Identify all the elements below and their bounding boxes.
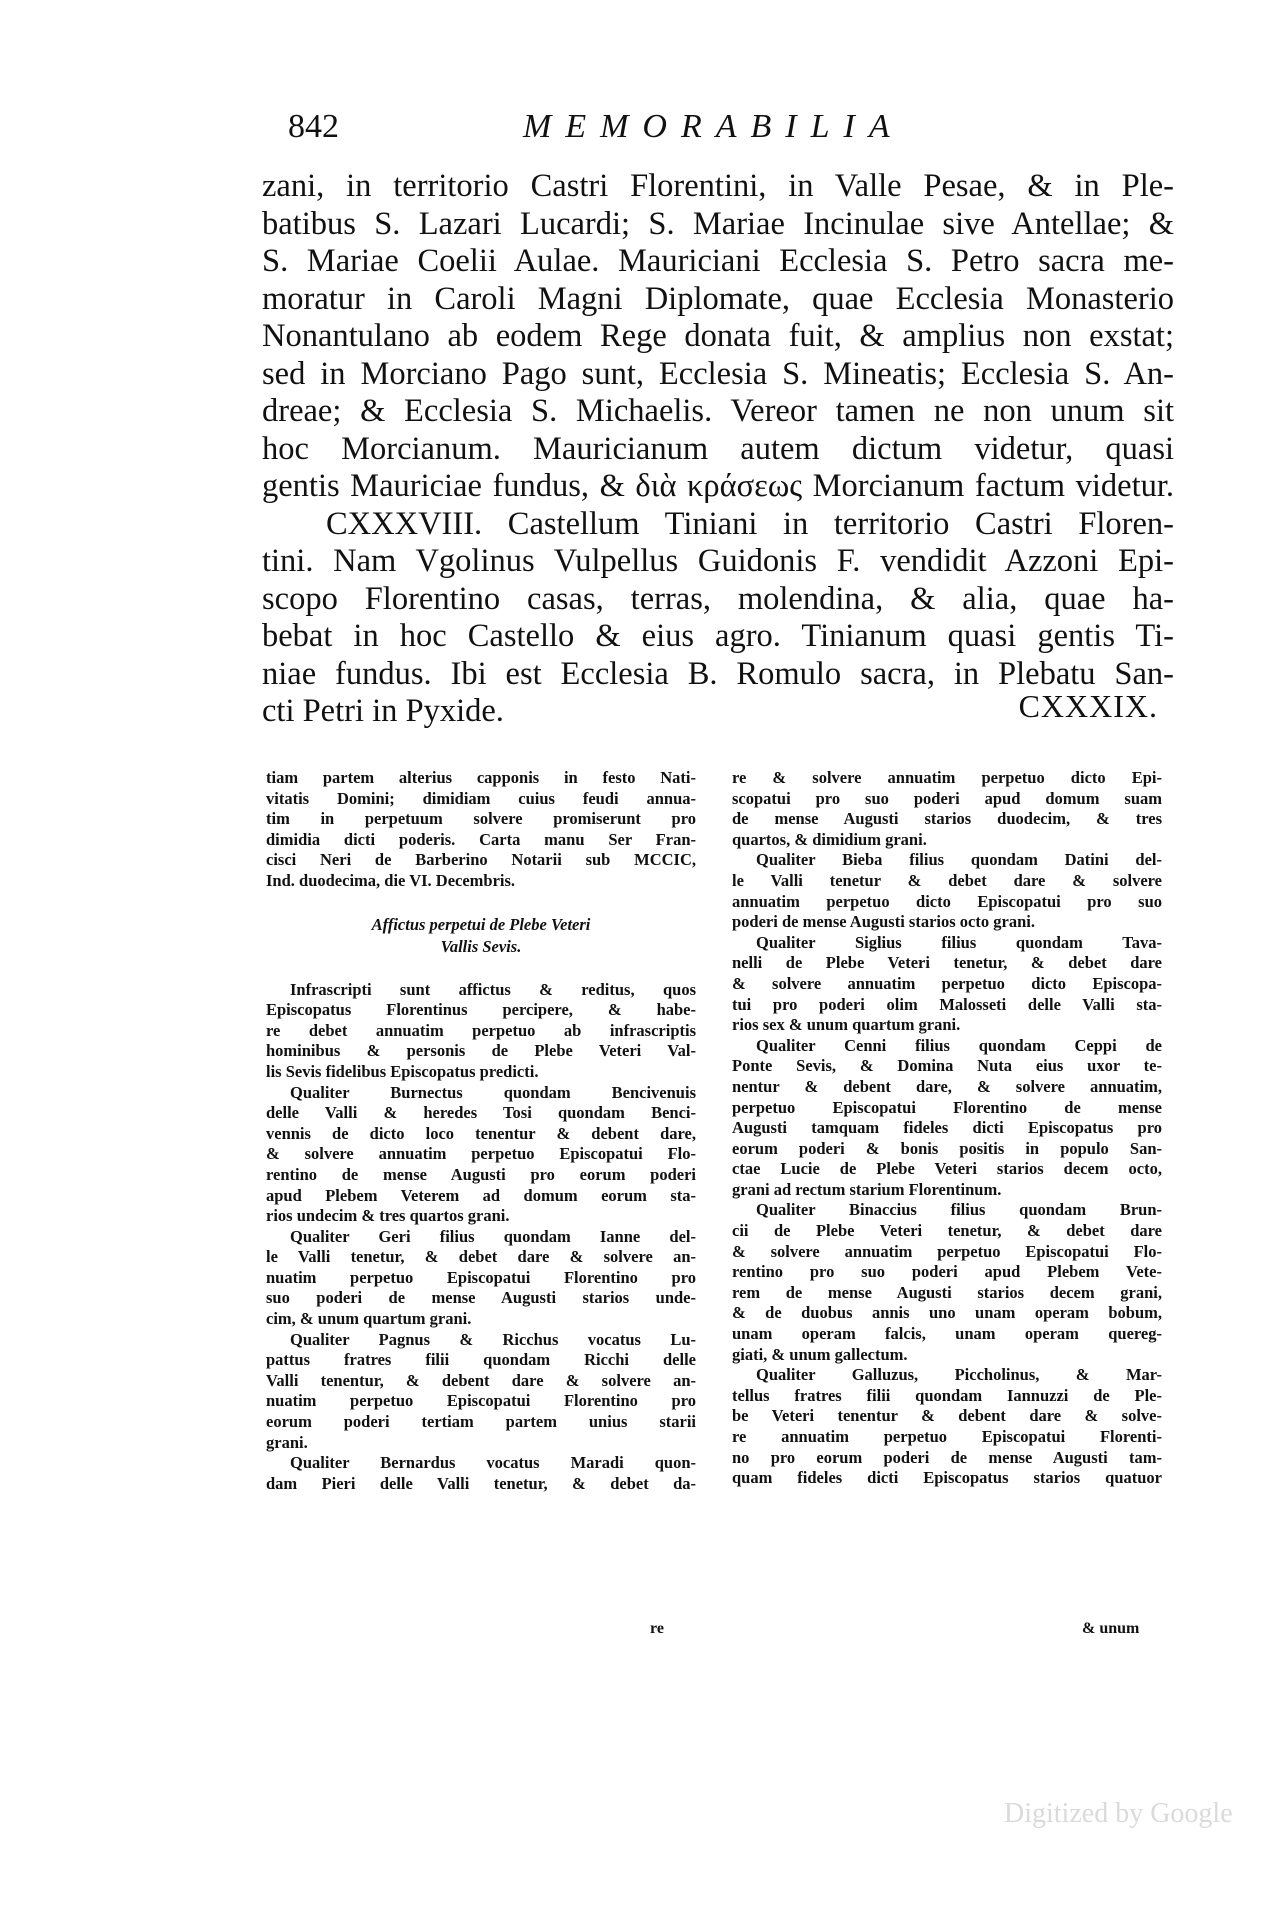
right-line: re & solvere annuatim perpetuo dicto Epi- [732, 768, 1162, 787]
google-watermark [1004, 1780, 1244, 1840]
right-line: Ponte Sevis, & Domina Nuta eius uxor te- [732, 1056, 1162, 1076]
right-line: annuatim perpetuo dicto Episcopatui pro suo [732, 891, 1162, 911]
right-line: Augusti tamquam fideles dicti Episcopatus pro [732, 1118, 1162, 1138]
left-line: Qualiter Bernardus vocatus Maradi quon- [290, 1453, 696, 1473]
page-header [288, 108, 1048, 152]
main-text-line: hoc Morcianum. Mauricianum autem dictum videtur, quasi [262, 430, 1174, 467]
main-text-line: moratur in Caroli Magni Diplomate, quae Ecclesia Monasterio [262, 280, 1174, 317]
main-text-line: dreae; & Ecclesia S. Michaelis. Vereor tamen ne non unum sit [262, 393, 1174, 429]
left-line: rentino de mense Augusti pro eorum poderi [266, 1164, 696, 1184]
right-line: Qualiter Bieba filius quondam Datini del- [756, 850, 1162, 870]
right-line: rentino pro suo poderi apud Plebem Vete- [732, 1262, 1162, 1282]
left-line: & solvere annuatim perpetuo Episcopatui Flo- [266, 1144, 696, 1164]
left-catchword: re [650, 1620, 664, 1637]
left-line: apud Plebem Veterem ad domum eorum sta- [266, 1185, 696, 1205]
footnote-column-left [266, 768, 696, 1494]
left-line: nuatim perpetuo Episcopatui Florentino pro [266, 1267, 696, 1287]
left-line: pattus fratres filii quondam Ricchi delle [266, 1350, 696, 1370]
left-line: Qualiter Pagnus & Ricchus vocatus Lu- [290, 1329, 696, 1349]
right-line: poderi de mense Augusti starios octo grani. [732, 912, 1035, 932]
right-line: be Veteri tenentur & debent dare & solve- [732, 1406, 1162, 1426]
right-line: le Valli tenetur & debet dare & solvere [732, 870, 1162, 890]
right-line: giati, & unum gallectum. [732, 1344, 908, 1364]
main-text-line: gentis Mauriciae fundus, & διὰ κράσεως Morcianum factum videtur. [262, 468, 1174, 504]
left-line: tim in perpetuum solvere promiserunt pro [266, 809, 696, 829]
left-line: eorum poderi tertiam partem unius starii [266, 1412, 696, 1432]
left-line: vitatis Domini; dimidiam cuius feudi annua- [266, 788, 696, 808]
right-line: quartos, & dimidium grani. [732, 829, 927, 849]
page-number: 842 [288, 108, 339, 145]
watermark-text: Digitized by Google [1004, 1798, 1233, 1829]
right-line: Qualiter Cenni filius quondam Ceppi de [756, 1035, 1162, 1055]
spacer [266, 892, 696, 914]
left-line: hominibus & personis de Plebe Veteri Val- [266, 1041, 696, 1061]
main-text-line: cti Petri in Pyxide. [262, 693, 504, 729]
left-line: dimidia dicti poderis. Carta manu Ser Fran- [266, 829, 696, 849]
right-line: grani ad rectum starium Florentinum. [732, 1179, 1002, 1199]
right-line: re annuatim perpetuo Episcopatui Florenti- [732, 1427, 1162, 1446]
left-line: cim, & unum quartum grani. [266, 1309, 472, 1329]
section-heading: Affictus perpetui de Plebe Veteri [371, 914, 591, 934]
section-cxxxviii-line: CXXXVIII. Castellum Tiniani in territorio Castri Floren- [326, 505, 1174, 542]
main-text-block [262, 168, 1174, 731]
left-line: vennis de dicto loco tenentur & debent dare, [266, 1123, 696, 1143]
running-title: MEMORABILIA [523, 108, 904, 145]
left-line: Valli tenentur, & debent dare & solvere an- [266, 1370, 696, 1390]
main-text-line: S. Mariae Coelii Aulae. Mauriciani Ecclesia S. Petro sacra me- [262, 243, 1174, 279]
left-line: tiam partem alterius capponis in festo Nati- [266, 768, 696, 787]
left-line: re debet annuatim perpetuo ab infrascriptis [266, 1020, 696, 1040]
right-line: nentur & debent dare, & solvere annuatim, [732, 1076, 1162, 1096]
main-text-line: batibus S. Lazari Lucardi; S. Mariae Incinulae sive Antellae; & [262, 205, 1174, 242]
right-line: rios sex & unum quartum grani. [732, 1015, 961, 1035]
left-line: le Valli tenetur, & debet dare & solvere an- [266, 1247, 696, 1267]
spacer [266, 958, 696, 980]
main-text-line: sed in Morciano Pago sunt, Ecclesia S. Mineatis; Ecclesia S. An- [262, 355, 1174, 392]
left-line: grani. [266, 1432, 308, 1452]
left-line: Qualiter Geri filius quondam Ianne del- [290, 1226, 696, 1246]
right-line: Qualiter Galluzus, Piccholinus, & Mar- [756, 1365, 1162, 1385]
right-line: scopatui pro suo poderi apud domum suam [732, 788, 1162, 808]
right-line: & solvere annuatim perpetuo Episcopatui Flo- [732, 1241, 1162, 1261]
footnote-column-right [732, 768, 1162, 1489]
right-line: rem de mense Augusti starios decem grani, [732, 1282, 1162, 1302]
right-line: quam fideles dicti Episcopatus starios quatuor [732, 1468, 1162, 1488]
right-line: cii de Plebe Veteri tenetur, & debet dare [732, 1221, 1162, 1241]
main-text-line: niae fundus. Ibi est Ecclesia B. Romulo sacra, in Plebatu San- [262, 655, 1174, 692]
left-line: dam Pieri delle Valli tenetur, & debet da- [266, 1473, 696, 1493]
right-line: no pro eorum poderi de mense Augusti tam- [732, 1447, 1162, 1467]
right-line: eorum poderi & bonis positis in populo San- [732, 1138, 1162, 1158]
right-catchword: & unum [1082, 1620, 1140, 1637]
left-line: cisci Neri de Barberino Notarii sub MCCIC, [266, 850, 696, 870]
main-text-line: zani, in territorio Castri Florentini, in Valle Pesae, & in Ple- [262, 168, 1174, 204]
right-line: nelli de Plebe Veteri tenetur, & debet dare [732, 953, 1162, 973]
right-line: tui pro poderi olim Malosseti delle Valli sta- [732, 994, 1162, 1014]
section-heading: Vallis Sevis. [440, 936, 522, 956]
main-text-line: Nonantulano ab eodem Rege donata fuit, & amplius non exstat; [262, 318, 1174, 354]
left-line: rios undecim & tres quartos grani. [266, 1206, 510, 1226]
left-line: delle Valli & heredes Tosi quondam Benci- [266, 1103, 696, 1123]
right-line: de mense Augusti starios duodecim, & tres [732, 809, 1162, 829]
right-line: unam operam falcis, unam operam quereg- [732, 1324, 1162, 1344]
main-catchword: CXXXIX. [1018, 688, 1158, 724]
left-line: Qualiter Burnectus quondam Bencivenuis [290, 1082, 696, 1102]
main-text-line: bebat in hoc Castello & eius agro. Tinianum quasi gentis Ti- [262, 618, 1174, 654]
main-text-line: scopo Florentino casas, terras, molendina, & alia, quae ha- [262, 580, 1174, 617]
right-line: tellus fratres filii quondam Iannuzzi de Ple- [732, 1385, 1162, 1405]
left-line: suo poderi de mense Augusti starios unde- [266, 1288, 696, 1308]
right-line: ctae Lucie de Plebe Veteri starios decem octo, [732, 1159, 1162, 1179]
left-line: Ind. duodecima, die VI. Decembris. [266, 870, 516, 890]
left-line: Infrascripti sunt affictus & reditus, quos [290, 979, 696, 999]
right-line: & de duobus annis uno unam operam bobum, [732, 1303, 1162, 1323]
main-text-line: tini. Nam Vgolinus Vulpellus Guidonis F. vendidit Azzoni Epi- [262, 543, 1174, 579]
right-line: perpetuo Episcopatui Florentino de mense [732, 1097, 1162, 1117]
right-line: Qualiter Binaccius filius quondam Brun- [756, 1200, 1162, 1220]
left-line: nuatim perpetuo Episcopatui Florentino pro [266, 1391, 696, 1411]
right-line: & solvere annuatim perpetuo dicto Episcopa- [732, 973, 1162, 993]
left-line: lis Sevis fidelibus Episcopatus predicti. [266, 1061, 539, 1081]
right-line: Qualiter Siglius filius quondam Tava- [756, 932, 1162, 952]
left-line: Episcopatus Florentinus percipere, & habe- [266, 1000, 696, 1020]
